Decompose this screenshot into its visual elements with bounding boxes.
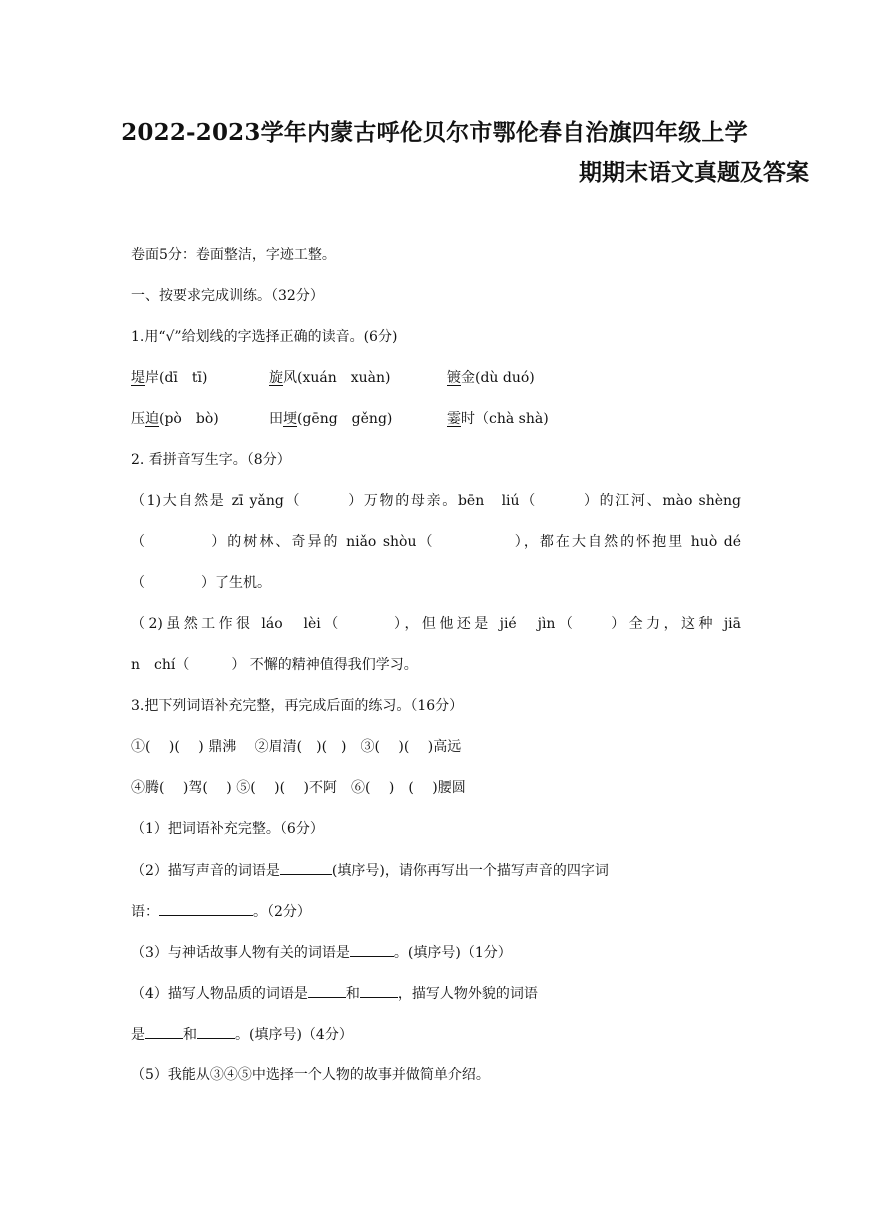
q2-prompt: 2. 看拼音写生字。（8分） [131, 452, 291, 468]
answer-blank[interactable] [145, 1024, 183, 1039]
q2-line3: （ ）了生机。 [131, 575, 271, 591]
answer-blank[interactable] [308, 983, 346, 998]
answer-blank[interactable] [197, 1024, 235, 1039]
doc-title-line1: 2022-2023学年内蒙古呼伦贝尔市鄂伦春自治旗四年级上学 [121, 119, 748, 146]
q3-sub5: （5）我能从③④⑤中选择一个人物的故事并做简单介绍。 [131, 1067, 490, 1083]
q1-item-a: 堤岸(dī tī) [131, 370, 208, 386]
section-heading: 一、按要求完成训练。（32分） [131, 288, 324, 304]
q3-sub3: （3）与神话故事人物有关的词语是 。(填序号)（1分） [131, 942, 741, 963]
q1-item-c: 镀金(dù duó) [447, 370, 535, 386]
q2-line5: n chí（ ） 不懈的精神值得我们学习。 [131, 657, 418, 673]
q3-sub4: （4）描写人物品质的词语是 和 ，描写人物外貌的词语 [131, 983, 741, 1004]
q3-sub2-cont: 语： 。（2分） [131, 901, 741, 922]
q2-line1: （1)大自然是 zī yǎng（ ）万物的母亲。bēn liú（ ）的江河、mào shèng [131, 493, 741, 509]
q3-prompt: 3.把下列词语补充完整，再完成后面的练习。（16分） [131, 698, 464, 714]
q3-sub2: （2）描写声音的词语是 (填序号)，请你再写出一个描写声音的四字词 [131, 860, 741, 881]
q1-item-d: 压迫(pò bò) [131, 411, 219, 427]
q1-item-b: 旋风(xuán xuàn) [269, 370, 391, 386]
answer-blank[interactable] [360, 983, 398, 998]
intro-line: 卷面5分：卷面整洁，字迹工整。 [131, 247, 336, 263]
q3-words-row1: ①( )( ) 鼎沸 ②眉清( )( ) ③( )( )高远 [131, 739, 462, 755]
q3-words-row2: ④腾( )驾( ) ⑤( )( )不阿 ⑥( ) ( )腰圆 [131, 780, 466, 796]
q1-item-e: 田埂(gēng gěng) [269, 411, 393, 427]
answer-blank[interactable] [280, 860, 332, 875]
doc-title-line2: 期期末语文真题及答案 [579, 159, 809, 186]
q2-line4: （2)虽然工作很 láo lèi（ ），但他还是 jié jìn（ ）全力，这种 jiā [131, 616, 741, 632]
q1-item-f: 霎时（chà shà) [447, 411, 549, 427]
q3-sub1: （1）把词语补充完整。（6分） [131, 821, 324, 837]
q1-prompt: 1.用“√”给划线的字选择正确的读音。(6分) [131, 329, 398, 345]
answer-blank[interactable] [350, 942, 394, 957]
answer-blank[interactable] [159, 901, 253, 916]
q3-sub4-cont: 是 和 。(填序号)（4分） [131, 1024, 741, 1045]
q2-line2: （ ）的树林、奇异的 niǎo shòu（ ），都在大自然的怀抱里 huò dé [131, 534, 741, 550]
